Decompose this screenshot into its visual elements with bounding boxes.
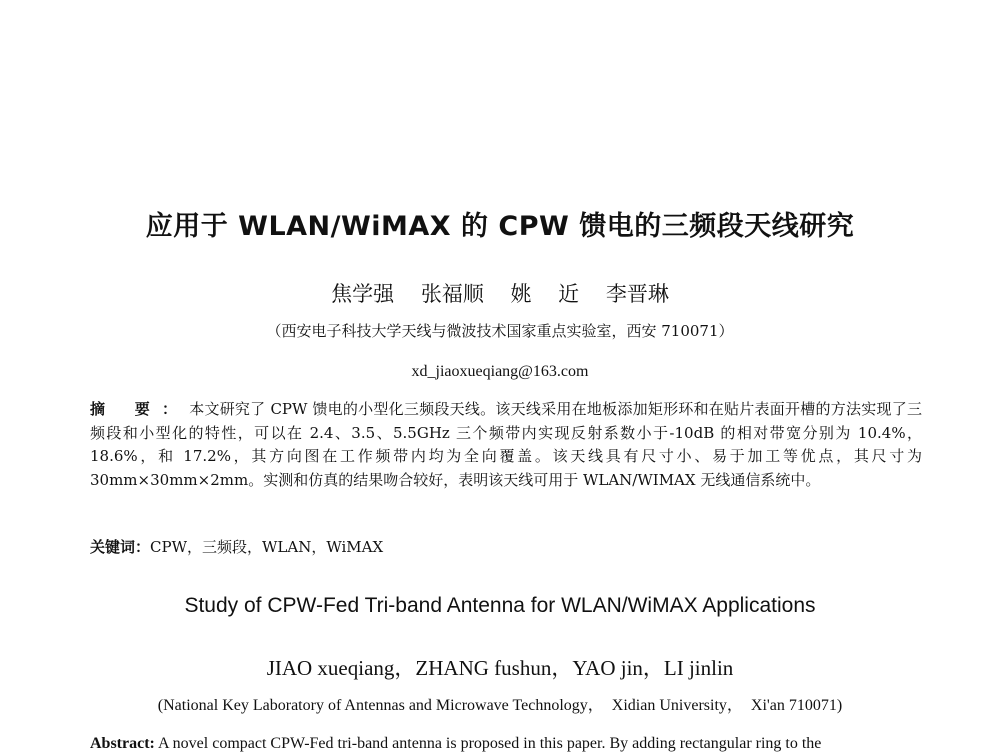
affiliation-cn: （西安电子科技大学天线与微波技术国家重点实验室，西安 710071） — [266, 322, 734, 340]
keywords-cn-label: 关键词： — [90, 538, 151, 556]
abstract-cn — [90, 398, 922, 492]
affiliation-en: (National Key Laboratory of Antennas and Microwave Technology， Xidian University， Xi'an 710071) — [157, 697, 843, 714]
keywords-cn — [90, 536, 383, 557]
abstract-cn-text: 本文研究了 CPW 馈电的小型化三频段天线。该天线采用在地板添加矩形环和在贴片表面开槽的方法实现了三频段和小型化的特性，可以在 2.4、3.5、5.5GHz 三个频带内实现反射系数小于-10dB 的相对带宽分别为 10.4%，18.6%，和 17.2%，其方向图在工作频带内均为全向覆盖。该天线具有尺寸小、易于加工等优点，其尺寸为 30mm×30mm×2mm。实测和仿真的结果吻合较好，表明该天线可用于 WLAN/WIMAX 无线通信系统中。 — [90, 400, 922, 489]
abstract-en-text: A novel compact CPW-Fed tri-band antenna is proposed in this paper. By adding rectangular ring to the — [158, 735, 822, 752]
keywords-cn-text: CPW，三频段，WLAN，WiMAX — [150, 538, 384, 556]
authors-en: JIAO xueqiang，ZHANG fushun，YAO jin，LI jinlin — [266, 656, 734, 680]
author-email: xd_jiaoxueqiang@163.com — [411, 363, 589, 380]
paper-title-cn: 应用于 WLAN/WiMAX 的 CPW 馈电的三频段天线研究 — [145, 211, 855, 242]
paper-title-en: Study of CPW-Fed Tri-band Antenna for WLAN/WiMAX Applications — [184, 594, 816, 617]
abstract-en-label: Abstract: — [90, 735, 155, 752]
authors-cn: 焦学强 张福顺 姚 近 李晋琳 — [331, 282, 669, 306]
abstract-cn-label: 摘 要： — [90, 400, 190, 418]
abstract-en — [90, 734, 922, 754]
